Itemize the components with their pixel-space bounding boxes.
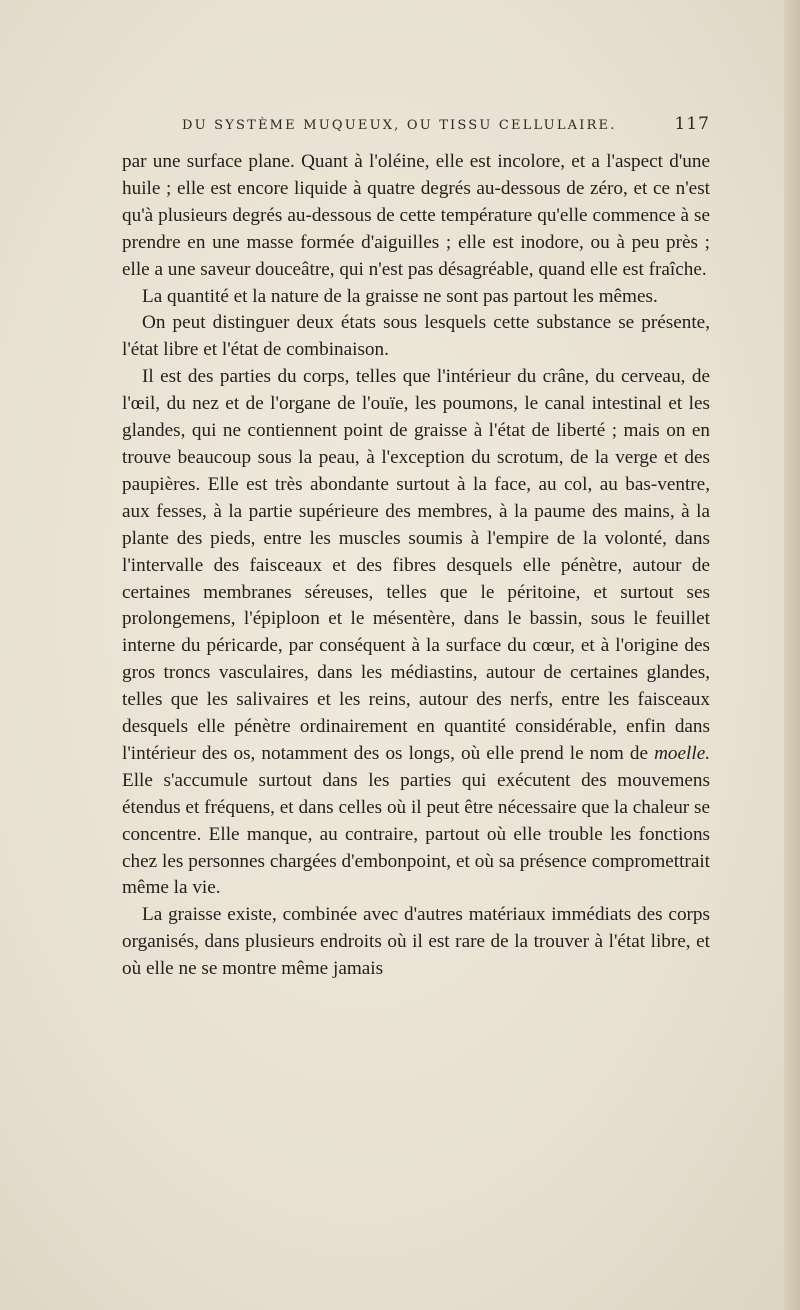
paragraph-4-text-b: Elle s'accumule surtout dans les parties qui exécutent des mouvemens étendus et fréquens, et dans celles où il peut être nécessaire que la chaleur se concentre. Elle manque, au contraire, partout où elle trouble les fonctions chez les personnes chargées d'embonpoint, et où sa présence compromettrait même la vie. (122, 769, 710, 899)
paragraph-4-text-a: Il est des parties du corps, telles que l'intérieur du crâne, du cerveau, de l'œil, du nez et de l'organe de l'ouïe, les poumons, le canal intestinal et les glandes, qui ne contiennent point de graisse à l'état de liberté ; mais on en trouve beaucoup sous la peau, à l'exception du scrotum, de la verge et des paupières. Elle est très abondante surtout à la face, au col, au bas-ventre, aux fesses, à la partie supérieure des membres, à la paume des mains, à la plante des pieds, entre les muscles soumis à l'empire de la volonté, dans l'intervalle des faisceaux et des fibres desquels elle pénètre, autour de certaines membranes séreuses, telles que le péritoine, et surtout ses prolongemens, l'épiploon et le mésentère, dans le bassin, sous le feuillet interne du péricarde, par conséquent à la surface du cœur, et à l'origine des gros troncs vasculaires, dans les médiastins, autour de certaines glandes, telles que les salivaires et les reins, autour des nerfs, entre les faisceaux desquels elle pénètre ordinairement en quantité considérable, enfin dans l'intérieur des os, notamment des os longs, où elle prend le nom de (122, 366, 710, 764)
italic-term-moelle: moelle. (654, 742, 711, 764)
body-text (122, 149, 710, 983)
paragraph-4 (122, 364, 710, 902)
page-edge-shadow (784, 0, 800, 1310)
paragraph-1: par une surface plane. Quant à l'oléine, elle est incolore, et a l'aspect d'une huile ; elle est encore liquide à quatre degrés au-dessous de zéro, et ce n'est qu'à plusieurs degrés au-dessous de cette température qu'elle commence à se prendre en une masse formée d'aiguilles ; elle est inodore, ou à peu près ; elle a une saveur douceâtre, qui n'est pas désagréable, quand elle est fraîche. (122, 151, 710, 280)
paragraph-5: La graisse existe, combinée avec d'autres matériaux immédiats des corps organisés, dans plusieurs endroits où il est rare de la trouver à l'état libre, et où elle ne se montre même jamais (122, 904, 710, 980)
running-head (120, 114, 710, 142)
paragraph-3: On peut distinguer deux états sous lesquels cette substance se présente, l'état libre et l'état de combinaison. (122, 312, 710, 361)
page-number: 117 (674, 114, 710, 134)
paragraph-2: La quantité et la nature de la graisse ne sont pas partout les mêmes. (142, 285, 658, 307)
running-title: DU SYSTÈME MUQUEUX, OU TISSU CELLULAIRE. (182, 118, 617, 133)
